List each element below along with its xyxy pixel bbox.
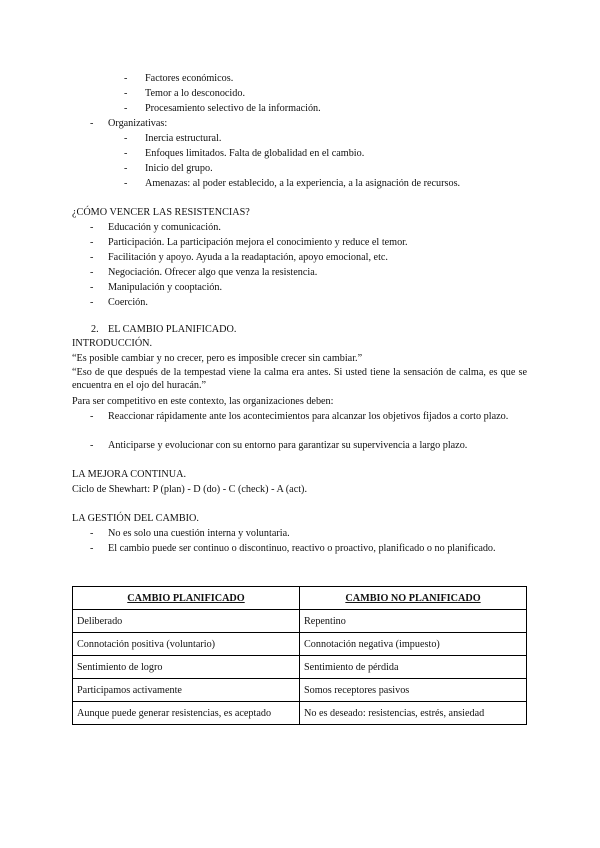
- list-item: Procesamiento selectivo de la información.: [145, 103, 321, 114]
- list-item: Enfoques limitados. Falta de globalidad en el cambio.: [145, 148, 365, 159]
- list-item: Amenazas: al poder establecido, a la experiencia, a la asignación de recursos.: [145, 178, 461, 189]
- bullet-dash: -: [90, 252, 94, 263]
- table-row: [73, 633, 527, 656]
- list-item: Inicio del grupo.: [145, 163, 213, 174]
- bullet-dash: -: [90, 297, 94, 308]
- table-header-row: [73, 587, 527, 610]
- table-cell: Repentino: [300, 610, 527, 633]
- bullet-dash: -: [90, 118, 94, 129]
- list-item: Factores económicos.: [145, 73, 234, 84]
- paragraph: Ciclo de Shewhart: P (plan) - D (do) - C (check) - A (act).: [72, 484, 307, 495]
- bullet-dash: -: [90, 267, 94, 278]
- list-item: Participación. La participación mejora el conocimiento y reduce el temor.: [108, 237, 408, 248]
- table-cell: Aunque puede generar resistencias, es aceptado: [73, 702, 300, 725]
- list-item: Facilitación y apoyo. Ayuda a la readaptación, apoyo emocional, etc.: [108, 252, 388, 263]
- bullet-dash: -: [90, 411, 94, 422]
- bullet-dash: -: [124, 178, 128, 189]
- table-row: [73, 656, 527, 679]
- list-item: Manipulación y cooptación.: [108, 282, 223, 293]
- quote: “Eso de que después de la tempestad viene la calma era antes. Si usted tiene la sensación de calma, es que se encuentra en el ojo del huracán.”: [72, 367, 527, 391]
- bullet-dash: -: [124, 103, 128, 114]
- list-item: Organizativas:: [108, 118, 168, 129]
- bullet-dash: -: [90, 543, 94, 554]
- table-cell: Somos receptores pasivos: [300, 679, 527, 702]
- comparison-table: [72, 586, 527, 725]
- table-cell: Sentimiento de logro: [73, 656, 300, 679]
- paragraph: Para ser competitivo en este contexto, las organizaciones deben:: [72, 396, 334, 407]
- list-item: Temor a lo desconocido.: [145, 88, 245, 99]
- bullet-dash: -: [124, 88, 128, 99]
- bullet-dash: -: [124, 163, 128, 174]
- column-header: CAMBIO PLANIFICADO: [73, 587, 300, 610]
- list-item: El cambio puede ser continuo o discontinuo, reactivo o proactivo, planificado o no planificado.: [108, 543, 496, 554]
- bullet-dash: -: [90, 528, 94, 539]
- table-cell: Sentimiento de pérdida: [300, 656, 527, 679]
- list-item: Reaccionar rápidamente ante los acontecimientos para alcanzar los objetivos fijados a corto plazo.: [108, 411, 509, 422]
- bullet-dash: -: [124, 148, 128, 159]
- bullet-dash: -: [90, 237, 94, 248]
- table-cell: Participamos activamente: [73, 679, 300, 702]
- section-heading: LA GESTIÓN DEL CAMBIO.: [72, 513, 199, 524]
- bullet-dash: -: [90, 282, 94, 293]
- table-cell: Connotación negativa (impuesto): [300, 633, 527, 656]
- list-item: Negociación. Ofrecer algo que venza la resistencia.: [108, 267, 318, 278]
- list-item: Educación y comunicación.: [108, 222, 221, 233]
- quote: “Es posible cambiar y no crecer, pero es imposible crecer sin cambiar.”: [72, 353, 363, 364]
- list-item: Coerción.: [108, 297, 148, 308]
- bullet-dash: -: [90, 440, 94, 451]
- section-title: EL CAMBIO PLANIFICADO.: [108, 324, 237, 335]
- list-item: Anticiparse y evolucionar con su entorno para garantizar su supervivencia a largo plazo.: [108, 440, 468, 451]
- table-row: [73, 610, 527, 633]
- section-number: 2.: [91, 324, 99, 335]
- table-cell: No es deseado: resistencias, estrés, ansiedad: [300, 702, 527, 725]
- column-header: CAMBIO NO PLANIFICADO: [300, 587, 527, 610]
- table-row: [73, 702, 527, 725]
- table-row: [73, 679, 527, 702]
- section-heading: LA MEJORA CONTINUA.: [72, 469, 187, 480]
- subsection-heading: INTRODUCCIÓN.: [72, 338, 153, 349]
- table-cell: Deliberado: [73, 610, 300, 633]
- bullet-dash: -: [124, 133, 128, 144]
- table-cell: Connotación positiva (voluntario): [73, 633, 300, 656]
- list-item: No es solo una cuestión interna y voluntaria.: [108, 528, 290, 539]
- bullet-dash: -: [90, 222, 94, 233]
- section-heading: ¿CÓMO VENCER LAS RESISTENCIAS?: [72, 207, 250, 218]
- bullet-dash: -: [124, 73, 128, 84]
- list-item: Inercia estructural.: [145, 133, 222, 144]
